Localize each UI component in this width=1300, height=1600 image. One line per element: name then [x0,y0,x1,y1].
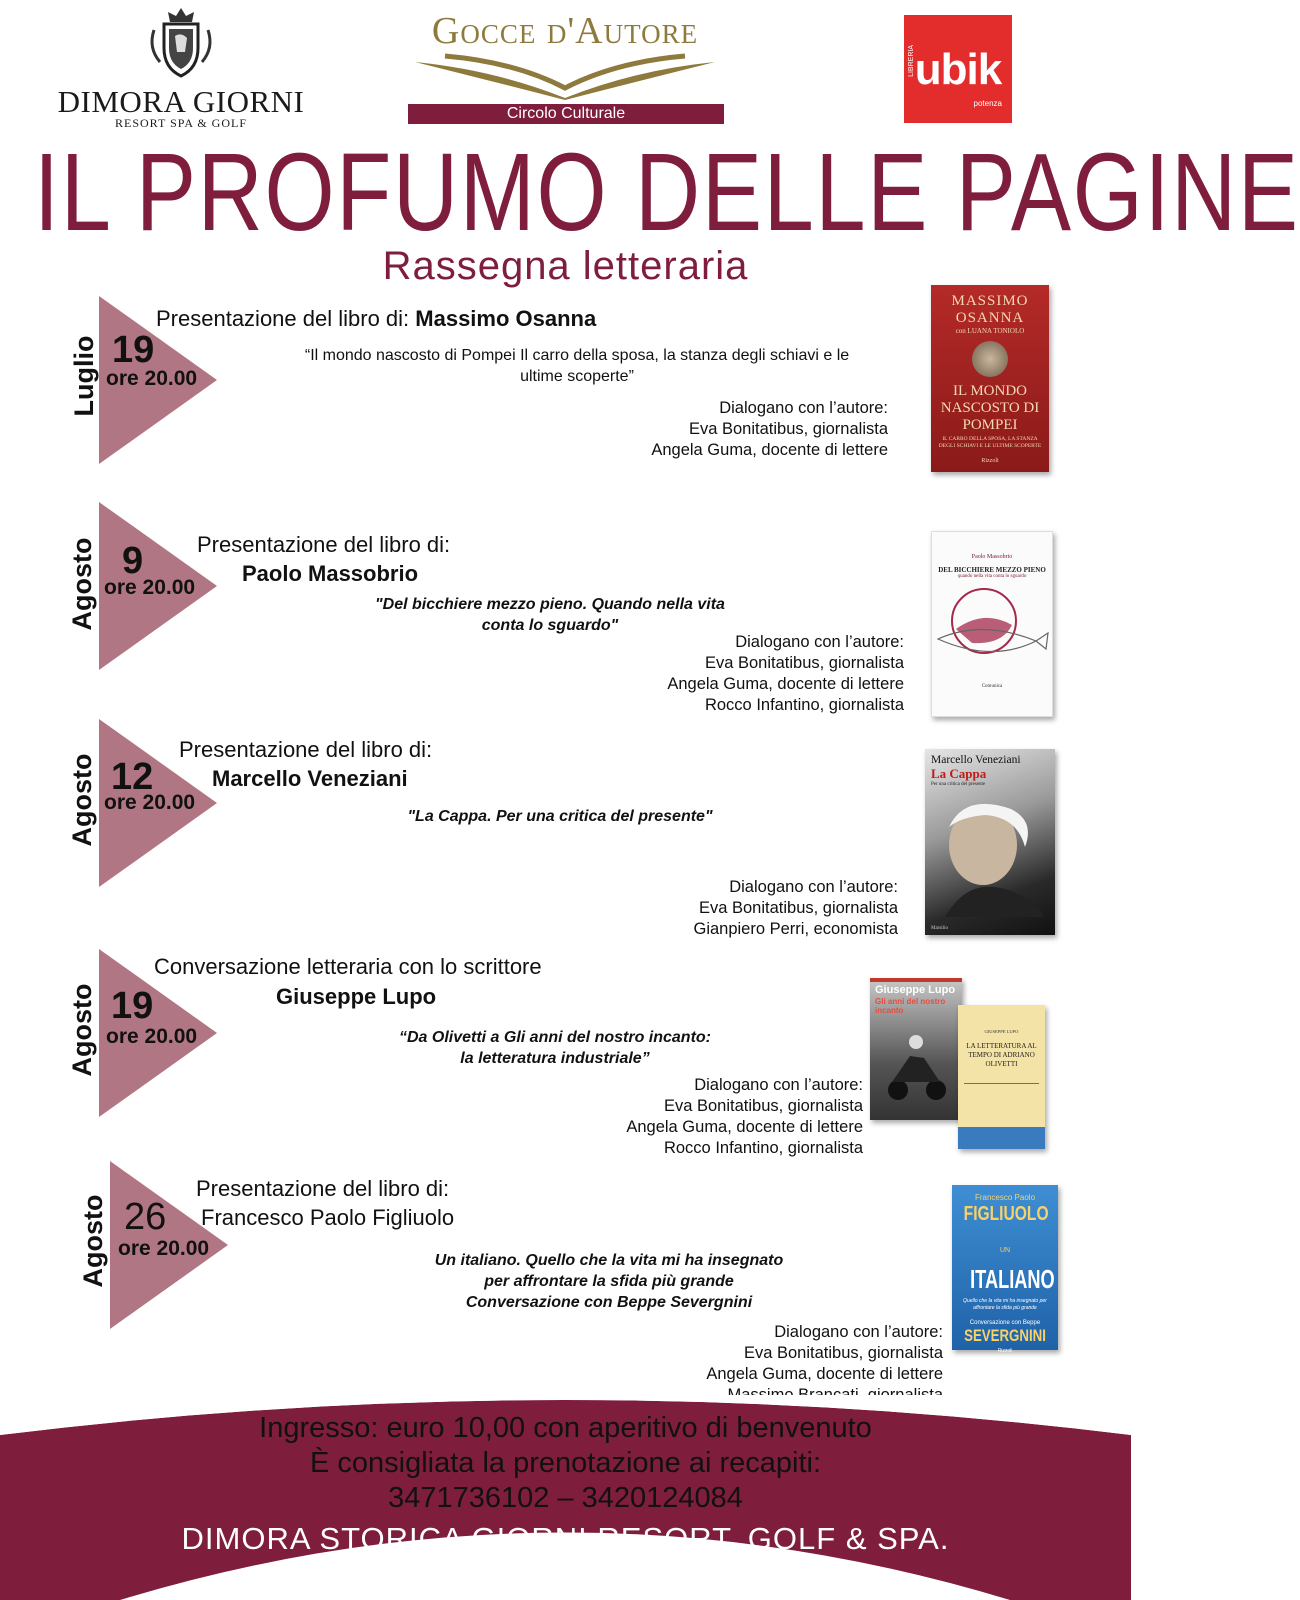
dialog-person: Eva Bonitatibus, giornalista [743,1344,943,1362]
book-title-line: per affrontare la sfida più grande [484,1273,734,1290]
dialog-person: Angela Guma, docente di lettere [651,441,888,459]
book-title-line: "Del bicchiere mezzo pieno. Quando nella vita [375,596,725,613]
event-month: Agosto [67,537,97,631]
open-book-icon [405,52,725,100]
book-cover-figliuolo [952,1185,1058,1354]
event-intro: Presentazione del libro di: [197,532,451,557]
gocce-autore-logo [396,10,734,128]
dialog-header: Dialogano con l’autore: [694,1076,863,1094]
dialog-person: Angela Guma, docente di lettere [706,1365,943,1383]
dialog-person: Eva Bonitatibus, giornalista [663,1097,863,1115]
cover-subtitle: IL CARRO DELLA SPOSA, LA STANZA DEGLI SCHIAVI E LE ULTIME SCOPERTE [938,436,1042,449]
dialog-header: Dialogano con l’autore: [774,1323,943,1341]
dialog-person: Eva Bonitatibus, giornalista [688,420,888,438]
event-time: ore 20.00 [118,1237,210,1260]
entry-info: Ingresso: euro 10,00 con aperitivo di benvenuto [259,1412,872,1444]
book-title [330,1027,780,1069]
crest-icon [142,4,220,82]
cover-publisher: Rizzoli [997,1348,1013,1354]
ubik-libreria-label: LIBRERIA [908,45,915,77]
dialog-list [613,1322,943,1406]
gocce-band: Circolo Culturale [408,104,724,124]
dialog-person: Eva Bonitatibus, giornalista [704,654,904,672]
cover-subtitle: quando nella vita conta lo sguardo [957,574,1027,579]
dialog-list [574,632,904,716]
cover-publisher: Marsilio [931,926,948,931]
book-cover-lupo-1 [870,978,962,1120]
cover-title-2: ITALIANO [970,1264,1055,1294]
portrait-illustration [925,787,1055,917]
book-cover-lupo-2 [958,1005,1045,1149]
scooter-photo [870,1016,962,1106]
venue-address: Via Umberto I 85010 Pignola (PZ) [317,1559,814,1594]
dialog-list [560,398,888,461]
cover-surname: SEVERGNINI [964,1326,1046,1345]
dialog-person: Angela Guma, docente di lettere [667,675,904,693]
event-intro: Presentazione del libro di: [179,737,433,762]
author-name: Giuseppe Lupo [276,984,437,1009]
book-title-line: "La Cappa. Per una critica del presente" [407,808,713,825]
book-title-line: Conversazione con Beppe Severgnini [465,1294,753,1311]
cover-coauthor: con LUANA TONIOLO [955,327,1025,335]
event-day: 26 [124,1196,167,1238]
booking-info: È consigliata la prenotazione ai recapiti: [309,1447,822,1479]
intro-text: Presentazione del libro di: [156,306,416,331]
dimora-name: DIMORA GIORNI [57,84,305,119]
cover-publisher: Comunica [981,684,1003,689]
cover-title: LA LETTERATURA AL TEMPO DI ADRIANO OLIVETTI [966,1042,1037,1068]
cover-conv: Conversazione con [969,1320,1022,1326]
book-title-line: conta lo sguardo" [481,617,619,634]
cover-un: UN [999,1247,1011,1254]
event-time: ore 20.00 [104,791,196,814]
dimora-giorni-logo [50,4,312,130]
event-day: 9 [122,540,144,582]
cover-title: IL MONDO NASCOSTO DI POMPEI [940,383,1040,433]
author-name: Marcello Veneziani [212,766,408,791]
book-title [262,345,892,387]
book-title-line: ultime scoperte” [520,368,634,385]
book-title-line: la letteratura industriale” [460,1050,650,1067]
cover-title: FIGLIUOLO [963,1203,1049,1225]
cover-subtitle: Quello che la vita mi ha insegnato per affrontare la sfida più grande [963,1298,1047,1311]
dialog-list [568,877,898,940]
cover-title: La Cappa [931,766,987,781]
ubik-logo [904,15,1012,123]
author-name: Massimo Osanna [415,306,597,331]
book-cover-massobrio [931,531,1053,717]
dialog-person: Rocco Infantino, giornalista [704,696,904,714]
event-time: ore 20.00 [106,1025,198,1048]
cover-conv-name: Beppe [1022,1320,1041,1326]
author-name: Francesco Paolo Figliuolo [201,1205,455,1230]
event-month: Agosto [78,1194,108,1288]
ubik-city: potenza [973,99,1002,108]
book-title [384,1250,834,1313]
gocce-title: Gocce d'Autore [431,10,699,52]
main-title: IL PROFUMO DELLE PAGINE [34,131,1300,254]
cover-author: MASSIMO OSANNA [951,293,1029,326]
event-day: 19 [112,329,155,371]
cover-author: GIUSEPPE LUPO [984,1029,1019,1034]
dialog-header: Dialogano con l’autore: [735,633,904,651]
cover-author: Francesco Paolo [974,1193,1036,1202]
dialog-person: Angela Guma, docente di lettere [626,1118,863,1136]
cover-author: Marcello Veneziani [931,754,1021,766]
coin-image [972,341,1008,377]
cover-title-row [952,1234,1058,1298]
cover-author: Giuseppe Lupo [875,984,956,996]
event-day: 12 [111,756,154,798]
dialog-header: Dialogano con l’autore: [729,878,898,896]
dialog-header: Dialogano con l’autore: [719,399,888,417]
ubik-word: ubik [914,45,1002,94]
book-title-line: Un italiano. Quello che la vita mi ha insegnato [434,1252,784,1269]
book-title [330,806,790,827]
dimora-sub: RESORT SPA & GOLF [115,116,247,130]
dialog-person: Rocco Infantino, giornalista [663,1139,863,1157]
cover-subtitle: Per una critica del presente [931,782,986,787]
cover-rule [964,1083,1039,1084]
book-title-line: “Da Olivetti a Gli anni del nostro incanto: [398,1029,712,1046]
event-intro [156,306,716,332]
dialog-person: Eva Bonitatibus, giornalista [698,899,898,917]
book-cover-veneziani [925,749,1055,935]
cover-author: Paolo Massobrio [971,554,1013,560]
event-time: ore 20.00 [104,576,196,599]
event-month: Agosto [67,753,97,847]
event-month: Luglio [69,335,99,417]
cover-publisher: Rizzoli [981,458,999,464]
event-month: Agosto [67,983,97,1077]
book-cover-osanna [931,285,1049,472]
dialog-person: Gianpiero Perri, economista [693,920,898,938]
author-name: Paolo Massobrio [242,561,419,586]
event-time: ore 20.00 [106,367,198,390]
event-intro: Presentazione del libro di: [196,1176,450,1201]
event-intro: Conversazione letteraria con lo scrittore [154,954,542,979]
dialog-list [533,1075,863,1159]
phone-numbers: 3471736102 – 3420124084 [388,1482,743,1514]
book-title-line: “Il mondo nascosto di Pompei Il carro della sposa, la stanza degli schiavi e le [304,347,850,364]
venue-name: DIMORA STORICA GIORNI RESORT, GOLF & SPA. [181,1521,950,1556]
event-day: 19 [111,985,154,1027]
cover-title: DEL BICCHIERE MEZZO PIENO [938,566,1046,574]
cover-title: Gli anni del nostro incanto [875,997,946,1015]
book-title [310,594,790,636]
wine-fish-illustration [932,579,1052,679]
subtitle: Rassegna letteraria [382,244,749,288]
